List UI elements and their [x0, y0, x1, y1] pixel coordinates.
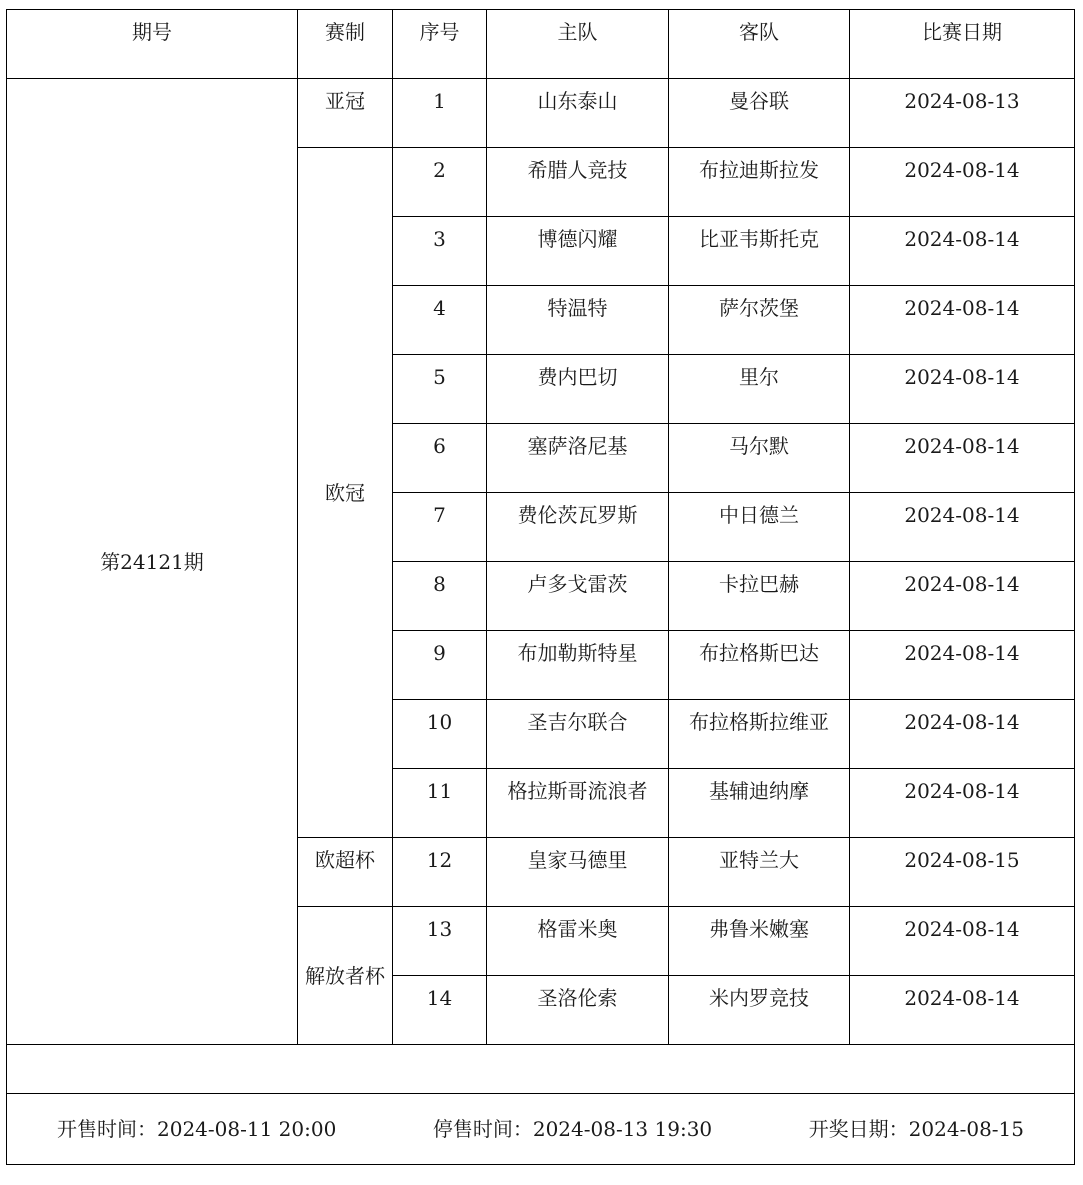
away-team-cell: 布拉格斯拉维亚 [669, 700, 850, 769]
seq-cell: 2 [393, 148, 487, 217]
away-team-cell: 卡拉巴赫 [669, 562, 850, 631]
header-period: 期号 [7, 10, 298, 79]
seq-cell: 11 [393, 769, 487, 838]
match-date-cell: 2024-08-13 [850, 79, 1075, 148]
seq-cell: 8 [393, 562, 487, 631]
home-team-cell: 圣吉尔联合 [487, 700, 669, 769]
match-date-cell: 2024-08-14 [850, 355, 1075, 424]
home-team-cell: 山东泰山 [487, 79, 669, 148]
seq-cell: 9 [393, 631, 487, 700]
away-team-cell: 中日德兰 [669, 493, 850, 562]
header-competition: 赛制 [298, 10, 393, 79]
blank-cell [7, 1045, 1075, 1094]
sale-start-time: 开售时间：2024-08-11 20:00 [57, 1117, 337, 1141]
seq-cell: 6 [393, 424, 487, 493]
seq-cell: 4 [393, 286, 487, 355]
competition-cell: 亚冠 [298, 79, 393, 148]
away-team-cell: 曼谷联 [669, 79, 850, 148]
match-schedule-table [6, 9, 1075, 1165]
match-date-cell: 2024-08-14 [850, 631, 1075, 700]
seq-cell: 7 [393, 493, 487, 562]
home-team-cell: 费伦茨瓦罗斯 [487, 493, 669, 562]
away-team-cell: 马尔默 [669, 424, 850, 493]
competition-cell: 解放者杯 [298, 907, 393, 1045]
away-team-cell: 基辅迪纳摩 [669, 769, 850, 838]
home-team-cell: 布加勒斯特星 [487, 631, 669, 700]
away-team-cell: 布拉格斯巴达 [669, 631, 850, 700]
home-team-cell: 特温特 [487, 286, 669, 355]
header-match-date: 比赛日期 [850, 10, 1075, 79]
table-row [7, 79, 1075, 148]
away-team-cell: 布拉迪斯拉发 [669, 148, 850, 217]
seq-cell: 14 [393, 976, 487, 1045]
blank-row [7, 1045, 1075, 1094]
home-team-cell: 圣洛伦索 [487, 976, 669, 1045]
match-date-cell: 2024-08-14 [850, 424, 1075, 493]
draw-date: 开奖日期：2024-08-15 [808, 1117, 1024, 1141]
footer-info [7, 1094, 1074, 1164]
home-team-cell: 格雷米奥 [487, 907, 669, 976]
away-team-cell: 比亚韦斯托克 [669, 217, 850, 286]
match-date-cell: 2024-08-14 [850, 493, 1075, 562]
footer-row [7, 1094, 1075, 1165]
away-team-cell: 弗鲁米嫩塞 [669, 907, 850, 976]
competition-cell: 欧超杯 [298, 838, 393, 907]
seq-cell: 10 [393, 700, 487, 769]
home-team-cell: 费内巴切 [487, 355, 669, 424]
seq-cell: 1 [393, 79, 487, 148]
away-team-cell: 米内罗竞技 [669, 976, 850, 1045]
seq-cell: 5 [393, 355, 487, 424]
match-date-cell: 2024-08-15 [850, 838, 1075, 907]
match-date-cell: 2024-08-14 [850, 286, 1075, 355]
match-date-cell: 2024-08-14 [850, 907, 1075, 976]
match-date-cell: 2024-08-14 [850, 769, 1075, 838]
home-team-cell: 塞萨洛尼基 [487, 424, 669, 493]
footer-cell [7, 1094, 1075, 1165]
sale-stop-time: 停售时间：2024-08-13 19:30 [432, 1117, 713, 1141]
home-team-cell: 博德闪耀 [487, 217, 669, 286]
header-seq: 序号 [393, 10, 487, 79]
seq-cell: 12 [393, 838, 487, 907]
home-team-cell: 格拉斯哥流浪者 [487, 769, 669, 838]
home-team-cell: 皇家马德里 [487, 838, 669, 907]
match-date-cell: 2024-08-14 [850, 148, 1075, 217]
away-team-cell: 里尔 [669, 355, 850, 424]
header-away-team: 客队 [669, 10, 850, 79]
period-cell: 第24121期 [7, 79, 298, 1045]
away-team-cell: 亚特兰大 [669, 838, 850, 907]
header-home-team: 主队 [487, 10, 669, 79]
seq-cell: 3 [393, 217, 487, 286]
match-date-cell: 2024-08-14 [850, 976, 1075, 1045]
seq-cell: 13 [393, 907, 487, 976]
home-team-cell: 卢多戈雷茨 [487, 562, 669, 631]
home-team-cell: 希腊人竞技 [487, 148, 669, 217]
match-date-cell: 2024-08-14 [850, 700, 1075, 769]
away-team-cell: 萨尔茨堡 [669, 286, 850, 355]
match-date-cell: 2024-08-14 [850, 217, 1075, 286]
header-row [7, 10, 1075, 79]
competition-cell: 欧冠 [298, 148, 393, 838]
match-date-cell: 2024-08-14 [850, 562, 1075, 631]
